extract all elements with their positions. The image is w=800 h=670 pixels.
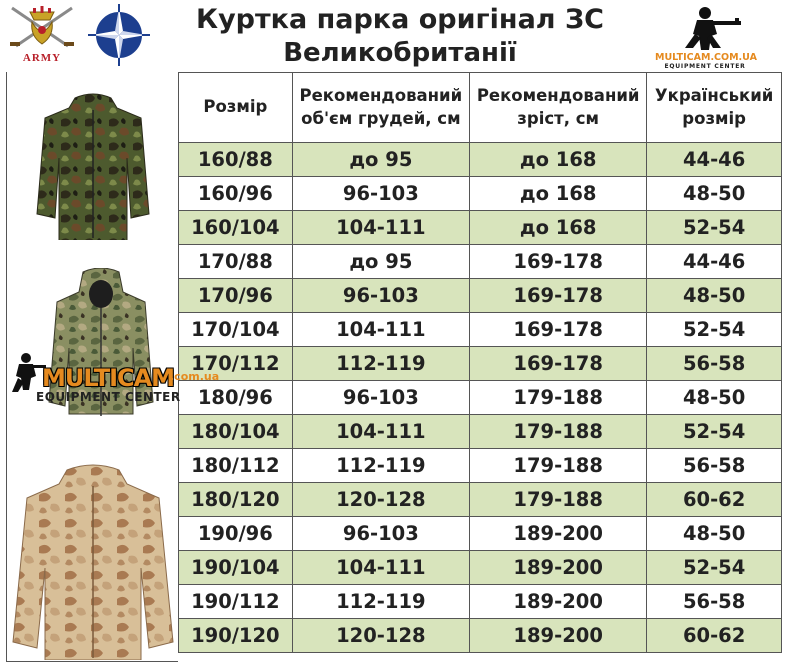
chest-cell: 96-103 [292,177,469,211]
table-row [179,585,782,619]
chest-cell: 96-103 [292,517,469,551]
soldier-silhouette-icon [655,4,755,52]
table-row [179,347,782,381]
chest-cell: 104-111 [292,415,469,449]
chest-cell: до 95 [292,245,469,279]
watermark-brand: MULTICAM [42,364,175,392]
height-cell: 169-178 [470,347,647,381]
table-row [179,143,782,177]
height-cell: 189-200 [470,585,647,619]
ukrainian-size-cell: 56-58 [647,449,782,483]
chest-cell: 104-111 [292,551,469,585]
ukrainian-size-cell: 52-54 [647,211,782,245]
height-cell: 179-188 [470,483,647,517]
multicam-logo-subtitle: EQUIPMENT CENTER [664,63,746,70]
header-chest: Рекомендований об'єм грудей, см [292,73,469,143]
page-subtitle: Великобританії [283,38,517,68]
ukrainian-size-cell: 60-62 [647,483,782,517]
table-row [179,381,782,415]
page-title: Куртка парка оригінал ЗС [196,4,604,35]
ukrainian-size-cell: 48-50 [647,381,782,415]
header-ukrainian-size: Український розмір [647,73,782,143]
army-logo-text: ARMY [22,52,62,64]
multicam-logo [655,4,755,70]
ukrainian-size-cell: 56-58 [647,585,782,619]
ukrainian-size-cell: 52-54 [647,313,782,347]
height-cell: 189-200 [470,517,647,551]
height-cell: до 168 [470,211,647,245]
table-row [179,517,782,551]
height-cell: 179-188 [470,415,647,449]
table-header-row [179,73,782,143]
chest-cell: 96-103 [292,381,469,415]
ukrainian-size-cell: 52-54 [647,551,782,585]
chest-cell: 104-111 [292,313,469,347]
size-cell: 170/112 [179,347,293,381]
height-cell: до 168 [470,143,647,177]
size-chart-table [178,72,782,653]
height-cell: 169-178 [470,279,647,313]
ukrainian-size-cell: 56-58 [647,347,782,381]
header-size: Розмір [179,73,293,143]
size-cell: 160/96 [179,177,293,211]
ukrainian-size-cell: 44-46 [647,143,782,177]
chest-cell: до 95 [292,143,469,177]
size-cell: 160/104 [179,211,293,245]
table-row [179,177,782,211]
height-cell: до 168 [470,177,647,211]
size-cell: 160/88 [179,143,293,177]
height-cell: 169-178 [470,245,647,279]
size-cell: 180/112 [179,449,293,483]
table-row [179,619,782,653]
watermark-domain: .com.ua [170,370,220,383]
desert-dpm-jacket-image [11,464,177,660]
table-row [179,449,782,483]
size-cell: 170/88 [179,245,293,279]
size-cell: 190/104 [179,551,293,585]
size-cell: 190/120 [179,619,293,653]
watermark-subtitle: EQUIPMENT CENTER [36,390,181,404]
table-row [179,483,782,517]
multicam-watermark [12,348,242,404]
height-cell: 179-188 [470,449,647,483]
table-row [179,211,782,245]
table-body [179,143,782,653]
table-row [179,279,782,313]
multicam-logo-text: MULTICAM.COM.UA [655,52,757,63]
header [0,0,800,72]
height-cell: 169-178 [470,313,647,347]
table-row [179,551,782,585]
table-row [179,245,782,279]
ukrainian-size-cell: 52-54 [647,415,782,449]
size-cell: 170/96 [179,279,293,313]
size-cell: 180/104 [179,415,293,449]
ukrainian-size-cell: 48-50 [647,279,782,313]
chest-cell: 112-119 [292,449,469,483]
size-cell: 180/120 [179,483,293,517]
table-row [179,415,782,449]
chest-cell: 112-119 [292,347,469,381]
chest-cell: 120-128 [292,483,469,517]
ukrainian-size-cell: 60-62 [647,619,782,653]
table-row [179,313,782,347]
ukrainian-size-cell: 48-50 [647,177,782,211]
height-cell: 189-200 [470,619,647,653]
chest-cell: 104-111 [292,211,469,245]
ukrainian-size-cell: 48-50 [647,517,782,551]
height-cell: 189-200 [470,551,647,585]
chest-cell: 120-128 [292,619,469,653]
size-cell: 190/96 [179,517,293,551]
size-cell: 170/104 [179,313,293,347]
header-height: Рекомендований зріст, см [470,73,647,143]
woodland-dpm-jacket-image [35,92,151,240]
chest-cell: 96-103 [292,279,469,313]
height-cell: 179-188 [470,381,647,415]
size-cell: 180/96 [179,381,293,415]
ukrainian-size-cell: 44-46 [647,245,782,279]
chest-cell: 112-119 [292,585,469,619]
size-cell: 190/112 [179,585,293,619]
